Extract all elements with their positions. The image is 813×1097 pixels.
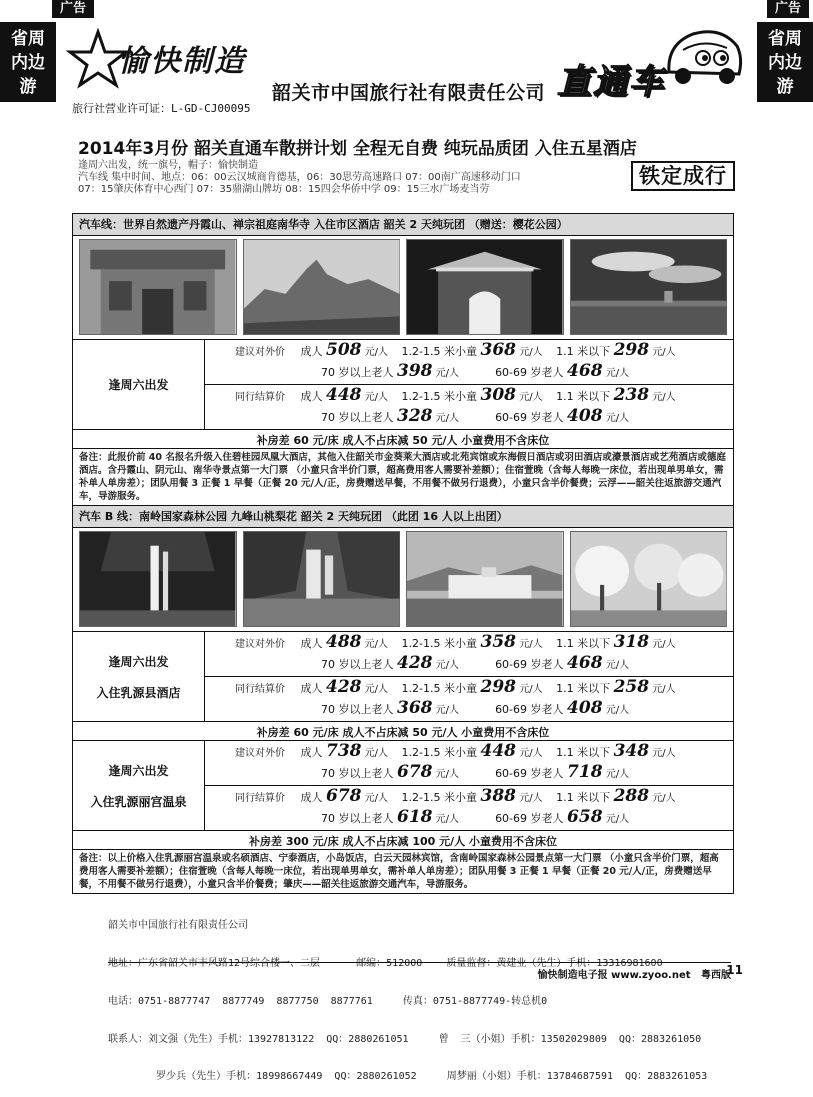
photo-hot-spring-hotel <box>406 531 564 627</box>
price-category: 1.2-1.5 米小童 <box>398 791 481 804</box>
side-tab-right <box>757 22 813 102</box>
price-value: 238 <box>613 385 650 405</box>
brand-title: 直通车 <box>557 62 665 102</box>
hotel-name: 入住乳源丽宫温泉 <box>90 794 187 809</box>
price-unit: 元/人 <box>516 748 543 759</box>
price-unit: 元/人 <box>602 660 630 671</box>
price-value: 678 <box>397 762 433 782</box>
route-b-group-1-departure <box>73 632 205 721</box>
logo-text: 愉快制造 <box>118 44 246 79</box>
price-category: 1.2-1.5 米小童 <box>398 637 481 650</box>
price-value: 448 <box>480 741 517 761</box>
departure-info-line: 汽车线 集中时间、地点：06：00云汉城商肯德基，06：30思劳高速路口 07：00南广高速移动门口 <box>78 172 521 183</box>
price-unit: 元/人 <box>516 639 543 650</box>
company-name: 韶关市中国旅行社有限责任公司 <box>272 82 546 104</box>
route-a-photos <box>73 236 733 340</box>
price-line <box>235 763 727 784</box>
price-unit: 元/人 <box>602 705 630 716</box>
price-unit: 元/人 <box>516 793 543 804</box>
price-value: 328 <box>397 406 433 426</box>
price-line <box>235 341 727 362</box>
price-type: 同行结算价 <box>235 793 285 804</box>
photo-city-riverside <box>570 239 728 335</box>
price-type: 建议对外价 <box>235 748 285 759</box>
departure-day: 逢周六出发 <box>108 763 169 778</box>
price-line <box>235 386 727 407</box>
price-line <box>235 699 727 720</box>
price-value: 508 <box>326 340 362 360</box>
footer-line: 电话：0751-8877747 8877749 8877750 8877761 传真：0751-8877749-转总机0 <box>108 995 548 1007</box>
price-category: 60-69 岁老人 <box>495 658 568 671</box>
price-unit: 元/人 <box>649 684 676 695</box>
footer-line: 联系人：刘文强（先生）手机：13927813122 QQ：2880261051 曾 三（小姐）手机：13502029809 QQ：2883261050 <box>108 1033 702 1045</box>
price-category: 70 岁以上老人 <box>321 658 397 671</box>
price-line <box>235 362 727 383</box>
photo-waterfall-cave <box>79 531 237 627</box>
price-category: 1.1 米以下 <box>552 637 614 650</box>
route-b-photos <box>73 528 733 632</box>
price-value: 428 <box>326 677 362 697</box>
price-category: 成人 <box>297 637 326 650</box>
photo-blossom-trees <box>570 531 728 627</box>
price-unit: 元/人 <box>649 748 676 759</box>
price-row <box>205 677 733 721</box>
price-unit: 元/人 <box>649 639 676 650</box>
price-value: 308 <box>480 385 517 405</box>
price-category: 60-69 岁老人 <box>495 812 568 825</box>
price-category: 1.2-1.5 米小童 <box>398 682 481 695</box>
price-unit: 元/人 <box>361 347 389 358</box>
departure-day: 逢周六出发 <box>108 654 169 669</box>
price-value: 368 <box>397 698 433 718</box>
price-unit: 元/人 <box>361 793 389 804</box>
footer-rule <box>108 962 731 963</box>
price-unit: 元/人 <box>361 684 389 695</box>
price-value: 718 <box>567 762 603 782</box>
side-tab-line: 游 <box>19 77 37 97</box>
price-row <box>205 741 733 786</box>
photo-forest-waterfall <box>243 531 401 627</box>
price-category: 70 岁以上老人 <box>321 767 397 780</box>
price-category: 成人 <box>297 345 326 358</box>
price-value: 318 <box>613 632 650 652</box>
publisher-name: 愉快制造电子报 www.zyoo.net <box>537 970 691 981</box>
price-category: 1.2-1.5 米小童 <box>398 345 481 358</box>
price-category: 成人 <box>297 682 326 695</box>
ad-tag-left: 广告 <box>52 0 94 18</box>
price-unit: 元/人 <box>432 413 460 424</box>
route-b-group-2-departure <box>73 741 205 830</box>
hotel-name: 入住乳源县酒店 <box>96 685 181 700</box>
price-value: 488 <box>326 632 362 652</box>
price-unit: 元/人 <box>602 814 630 825</box>
price-line <box>235 787 727 808</box>
price-unit: 元/人 <box>432 705 460 716</box>
side-tab-line: 省周 <box>768 29 802 49</box>
price-category: 1.1 米以下 <box>552 345 614 358</box>
price-category: 60-69 岁老人 <box>495 767 568 780</box>
price-category: 60-69 岁老人 <box>495 411 568 424</box>
price-unit: 元/人 <box>516 392 543 403</box>
price-row <box>205 340 733 385</box>
price-value: 298 <box>613 340 650 360</box>
price-row <box>205 385 733 429</box>
price-value: 448 <box>326 385 362 405</box>
route-b-group-1-surcharge-note: 补房差 60 元/床 成人不占床减 50 元/人 小童费用不含床位 <box>73 722 733 741</box>
price-type: 同行结算价 <box>235 392 285 403</box>
price-row <box>205 632 733 677</box>
footer-line: 地址：广东省韶关市丰风路12号综合楼一、二层 邮编：512000 质量监督：黄建业（先生）手机：13316981600 <box>108 957 663 969</box>
price-unit: 元/人 <box>516 347 543 358</box>
price-unit: 元/人 <box>649 793 676 804</box>
route-b-group-2-surcharge-note: 补房差 300 元/床 成人不占床减 100 元/人 小童费用不含床位 <box>73 831 733 850</box>
route-b-group-1-price-rows <box>205 632 733 721</box>
confirmed-badge: 铁定成行 <box>631 161 735 191</box>
price-line <box>235 742 727 763</box>
price-category: 1.1 米以下 <box>552 746 614 759</box>
ad-tag-right: 广告 <box>767 0 809 18</box>
price-value: 408 <box>567 406 603 426</box>
side-tab-line: 内边 <box>768 53 802 73</box>
departure-info-line: 逢周六出发，统一旗号，帽子：愉快制造 <box>78 160 258 171</box>
price-unit: 元/人 <box>649 347 676 358</box>
photo-danxia-mountain <box>243 239 401 335</box>
price-category: 70 岁以上老人 <box>321 366 397 379</box>
price-value: 618 <box>397 807 433 827</box>
route-a-surcharge-note: 补房差 60 元/床 成人不占床减 50 元/人 小童费用不含床位 <box>73 430 733 449</box>
side-tab-line: 内边 <box>11 53 45 73</box>
route-b-group-2-price-rows <box>205 741 733 830</box>
publisher-bar <box>538 966 731 981</box>
price-type: 建议对外价 <box>235 639 285 650</box>
price-line <box>235 808 727 829</box>
price-unit: 元/人 <box>432 769 460 780</box>
footer-line: 罗少兵（先生）手机：18998667449 QQ：2880261052 周梦丽（小姐）手机：13784687591 QQ：2883261053 <box>108 1071 708 1083</box>
price-unit: 元/人 <box>361 392 389 403</box>
price-value: 408 <box>567 698 603 718</box>
price-value: 258 <box>613 677 650 697</box>
price-value: 468 <box>567 653 603 673</box>
price-category: 70 岁以上老人 <box>321 812 397 825</box>
price-line <box>235 654 727 675</box>
side-tab-line: 游 <box>776 77 794 97</box>
license-number: 旅行社营业许可证：L-GD-CJ00095 <box>72 102 251 115</box>
route-a-price-rows <box>205 340 733 429</box>
price-category: 1.2-1.5 米小童 <box>398 746 481 759</box>
footer-line: 韶关市中国旅行社有限责任公司 <box>108 920 248 932</box>
price-value: 678 <box>326 786 362 806</box>
price-category: 成人 <box>297 746 326 759</box>
page-header <box>68 22 749 118</box>
price-category: 成人 <box>297 791 326 804</box>
price-unit: 元/人 <box>432 814 460 825</box>
price-value: 348 <box>613 741 650 761</box>
price-value: 288 <box>613 786 650 806</box>
departure-info-line: 07：15肇庆体育中心西门 07：35鼎湖山牌坊 08：15四会华侨中学 09：15三水广场麦当劳 <box>78 184 490 195</box>
price-value: 398 <box>397 361 433 381</box>
route-b-title: 汽车 B 线：南岭国家森林公园 九峰山桃梨花 韶关 2 天纯玩团 （此团 16 人以上出团） <box>73 506 733 528</box>
price-value: 388 <box>480 786 517 806</box>
price-category: 1.1 米以下 <box>552 390 614 403</box>
price-unit: 元/人 <box>432 660 460 671</box>
price-category: 70 岁以上老人 <box>321 411 397 424</box>
price-value: 298 <box>480 677 517 697</box>
side-tab-left <box>0 22 56 102</box>
route-a-remark: 备注：此报价前 40 名报名升级入住碧桂园凤凰大酒店，其他入住韶关市金葵莱大酒店或北苑宾馆或东海假日酒店或羽田酒店或濠景酒店或艺苑酒店或德庭酒店。含丹霞山、阴元山、南华寺景点第一大门票 （小童只含半价门票，超高费用客人需要补差额）；住宿萱晚（含每人每晚一床位，若出现单男单女，需补单人单房差）；团队用餐 3 正餐 1 早餐（正餐 20 元/人/正，房费赠送早餐，不用餐不做另行退费），小童只含半价餐费；云浮——韶关往返旅游交通汽车，导游服务。 <box>73 449 733 506</box>
price-line <box>235 678 727 699</box>
price-category: 60-69 岁老人 <box>495 366 568 379</box>
route-a-title: 汽车线：世界自然遗产丹霞山、禅宗祖庭南华寺 入住市区酒店 韶关 2 天纯玩团 （赠送：樱花公园） <box>73 214 733 236</box>
price-value: 658 <box>567 807 603 827</box>
edition-name: 粤西版 <box>701 970 731 981</box>
price-unit: 元/人 <box>602 769 630 780</box>
price-category: 1.2-1.5 米小童 <box>398 390 481 403</box>
photo-temple-gate <box>79 239 237 335</box>
price-row <box>205 786 733 830</box>
price-type: 同行结算价 <box>235 684 285 695</box>
price-value: 428 <box>397 653 433 673</box>
departure-info <box>78 160 548 196</box>
price-unit: 元/人 <box>602 413 630 424</box>
headline: 2014年3月份 韶关直通车散拼计划 全程无自费 纯玩品质团 入住五星酒店 <box>78 139 637 159</box>
price-unit: 元/人 <box>602 368 630 379</box>
price-unit: 元/人 <box>432 368 460 379</box>
page-number: 11 <box>726 963 743 977</box>
contact-footer <box>108 895 707 1097</box>
route-a-departure <box>73 340 205 429</box>
side-tab-line: 省周 <box>11 29 45 49</box>
price-line <box>235 633 727 654</box>
price-unit: 元/人 <box>361 748 389 759</box>
price-value: 358 <box>480 632 517 652</box>
price-category: 60-69 岁老人 <box>495 703 568 716</box>
price-line <box>235 407 727 428</box>
departure-day: 逢周六出发 <box>108 378 169 392</box>
price-category: 1.1 米以下 <box>552 682 614 695</box>
routes-frame <box>72 213 734 894</box>
route-b-group-1-prices <box>73 632 733 722</box>
price-unit: 元/人 <box>649 392 676 403</box>
price-type: 建议对外价 <box>235 347 285 358</box>
price-category: 1.1 米以下 <box>552 791 614 804</box>
route-b-group-2-prices <box>73 741 733 831</box>
price-unit: 元/人 <box>361 639 389 650</box>
price-category: 70 岁以上老人 <box>321 703 397 716</box>
route-a-prices <box>73 340 733 430</box>
photo-night-gate <box>406 239 564 335</box>
price-value: 738 <box>326 741 362 761</box>
car-mascot-icon <box>663 24 745 90</box>
route-b-remark: 备注：以上价格入住乳源丽宫温泉或名硕酒店、宁泰酒店，小岛饭店，白云天园林宾馆，含南岭国家森林公园景点第一大门票 （小童只含半价门票，超高费用客人需要补差额）；住宿萱晚（含每人每晚一床位，若出现单男单女，需补单人单房差）；团队用餐 3 正餐 1 早餐（正餐 20 元/人/正，房费赠送早餐，不用餐不做另行退费），小童只含半价餐费；肇庆——韶关往返旅游交通汽车，导游服务。 <box>79 853 719 890</box>
price-unit: 元/人 <box>516 684 543 695</box>
price-category: 成人 <box>297 390 326 403</box>
price-value: 368 <box>480 340 517 360</box>
price-value: 468 <box>567 361 603 381</box>
